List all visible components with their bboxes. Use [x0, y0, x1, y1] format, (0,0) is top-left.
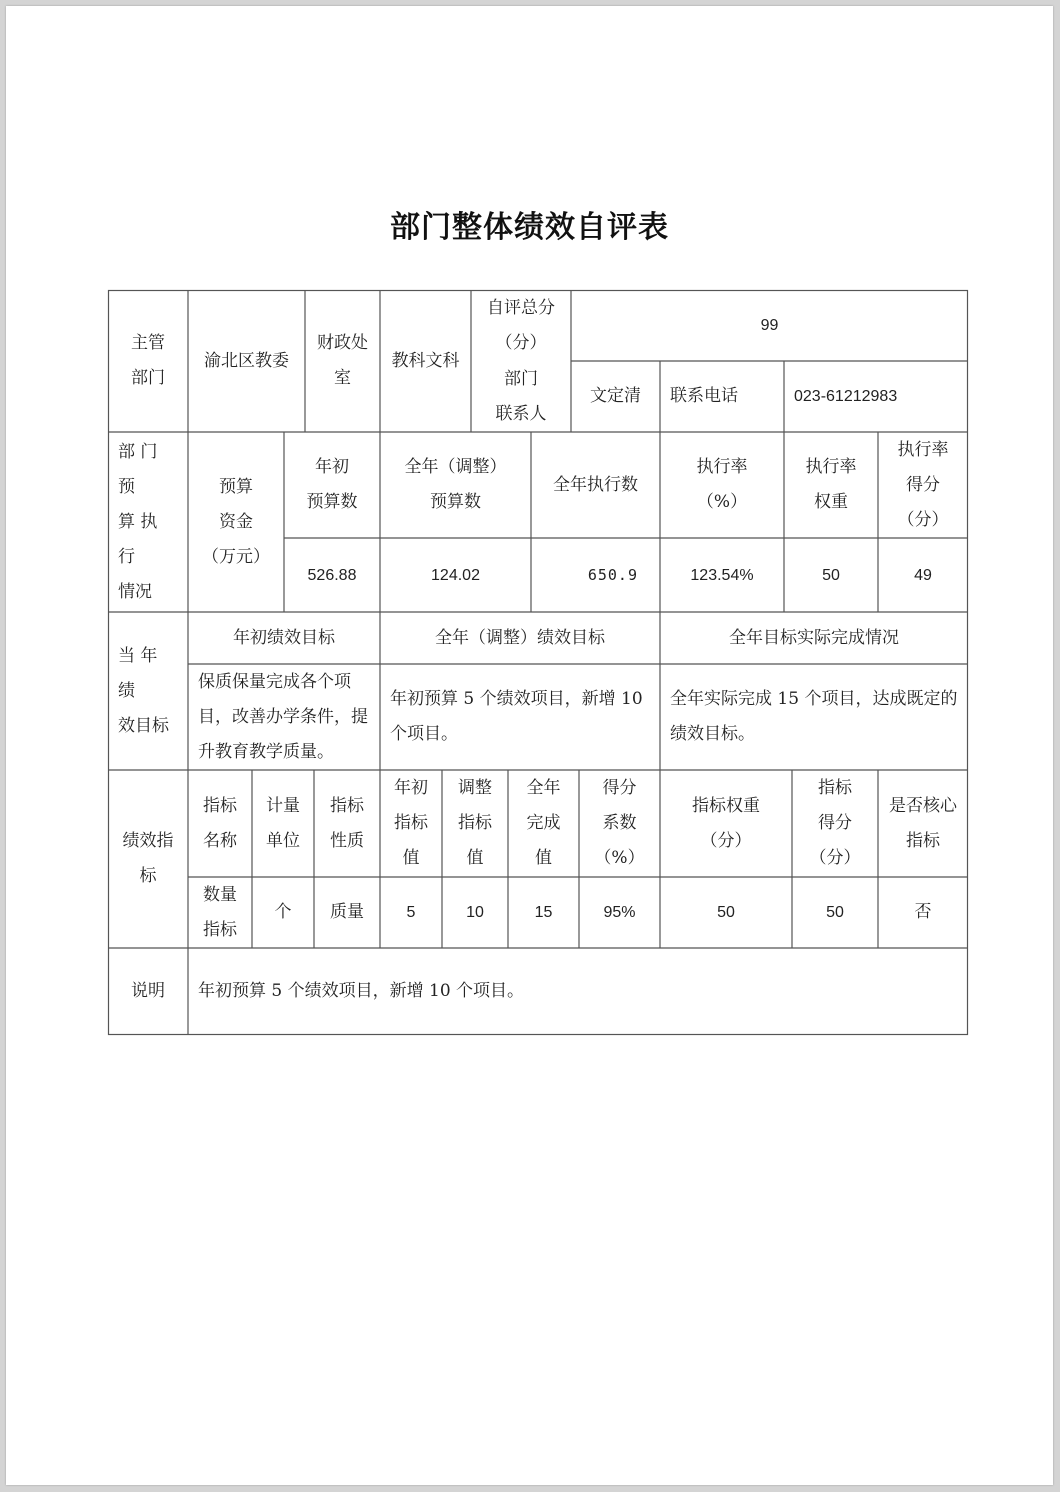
- indicator-weight: 50: [717, 904, 735, 921]
- col-adjusted-budget: 全年（调整） 预算数: [404, 457, 507, 512]
- col-execution-rate: 执行率 （%）: [696, 457, 748, 512]
- rate-weight-value: 50: [822, 566, 840, 584]
- col-initial-budget: 年初 预算数: [306, 457, 358, 512]
- indicator-completed-value: 15: [534, 904, 553, 921]
- actual-completion-text: 全年实际完成 15 个项目，达成既定的绩效目标。: [670, 689, 958, 744]
- indicator-coefficient: 95%: [603, 904, 636, 921]
- execution-rate-value: 123.54%: [690, 566, 754, 584]
- goals-section-label: 当 年 绩 效目标: [118, 645, 169, 736]
- indicator-core-flag: 否: [914, 902, 932, 922]
- indicator-name: 数量 指标: [203, 884, 237, 940]
- finance-office-label: 财政处 室: [317, 333, 368, 388]
- adjusted-budget-value: 124.02: [431, 566, 480, 584]
- rate-score-value: 49: [914, 566, 932, 584]
- phone-label: 联系电话: [670, 386, 738, 406]
- adjusted-goal-text: 年初预算 5 个绩效项目，新增 10 个项目。: [390, 689, 643, 744]
- col-unit: 计量 单位: [266, 795, 300, 851]
- finance-office-value: 教科文科: [391, 350, 460, 371]
- initial-goal-text: 保质保量完成各个项目，改善办学条件，提升教育教学质量。: [198, 671, 368, 762]
- page-title: 部门整体绩效自评表: [390, 210, 669, 245]
- col-rate-score: 执行率 得分 （分）: [897, 439, 949, 530]
- indicator-nature: 质量: [330, 902, 364, 922]
- phone-value: 023-61212983: [794, 388, 898, 405]
- col-core-indicator: 是否核心 指标: [889, 795, 957, 851]
- col-rate-weight: 执行率 权重: [805, 457, 857, 512]
- self-score-label: 自评总分 （分）: [487, 297, 555, 353]
- col-actual-completion: 全年目标实际完成情况: [729, 627, 899, 648]
- indicator-unit: 个: [274, 902, 292, 922]
- budget-section-label: 部 门 预 算 执 行 情况: [118, 441, 158, 602]
- col-indicator-score: 指标 得分 （分）: [809, 778, 861, 868]
- indicator-score: 50: [826, 904, 844, 921]
- note-label: 说明: [131, 981, 165, 1001]
- indicator-adjusted-value: 10: [466, 904, 484, 921]
- col-initial-goal: 年初绩效目标: [233, 627, 335, 648]
- col-indicator-weight: 指标权重 （分）: [692, 795, 760, 851]
- executed-value: 650.9: [587, 565, 638, 584]
- indicators-section-label: 绩效指 标: [122, 831, 174, 886]
- col-adjusted-goal: 全年（调整）绩效目标: [435, 627, 605, 648]
- col-score-coefficient: 得分 系数 （%）: [594, 778, 645, 868]
- indicator-initial-value: 5: [406, 904, 416, 921]
- col-adjusted-value: 调整 指标 值: [458, 778, 492, 868]
- self-score-value: 99: [760, 317, 779, 334]
- dept-value: 渝北区教委: [204, 350, 289, 371]
- budget-funds-label: 预算 资金 （万元）: [202, 476, 270, 567]
- col-nature: 指标 性质: [330, 795, 364, 851]
- col-initial-value: 年初 指标 值: [394, 778, 428, 868]
- dept-label: 主管 部门: [131, 333, 165, 388]
- col-executed: 全年执行数: [553, 474, 638, 495]
- col-indicator-name: 指标 名称: [203, 795, 237, 851]
- note-text: 年初预算 5 个绩效项目，新增 10 个项目。: [198, 981, 525, 1001]
- contact-value: 文定清: [590, 386, 641, 406]
- col-completed-value: 全年 完成 值: [526, 778, 561, 868]
- initial-budget-value: 526.88: [307, 566, 357, 584]
- contact-label: 部门 联系人: [495, 368, 547, 424]
